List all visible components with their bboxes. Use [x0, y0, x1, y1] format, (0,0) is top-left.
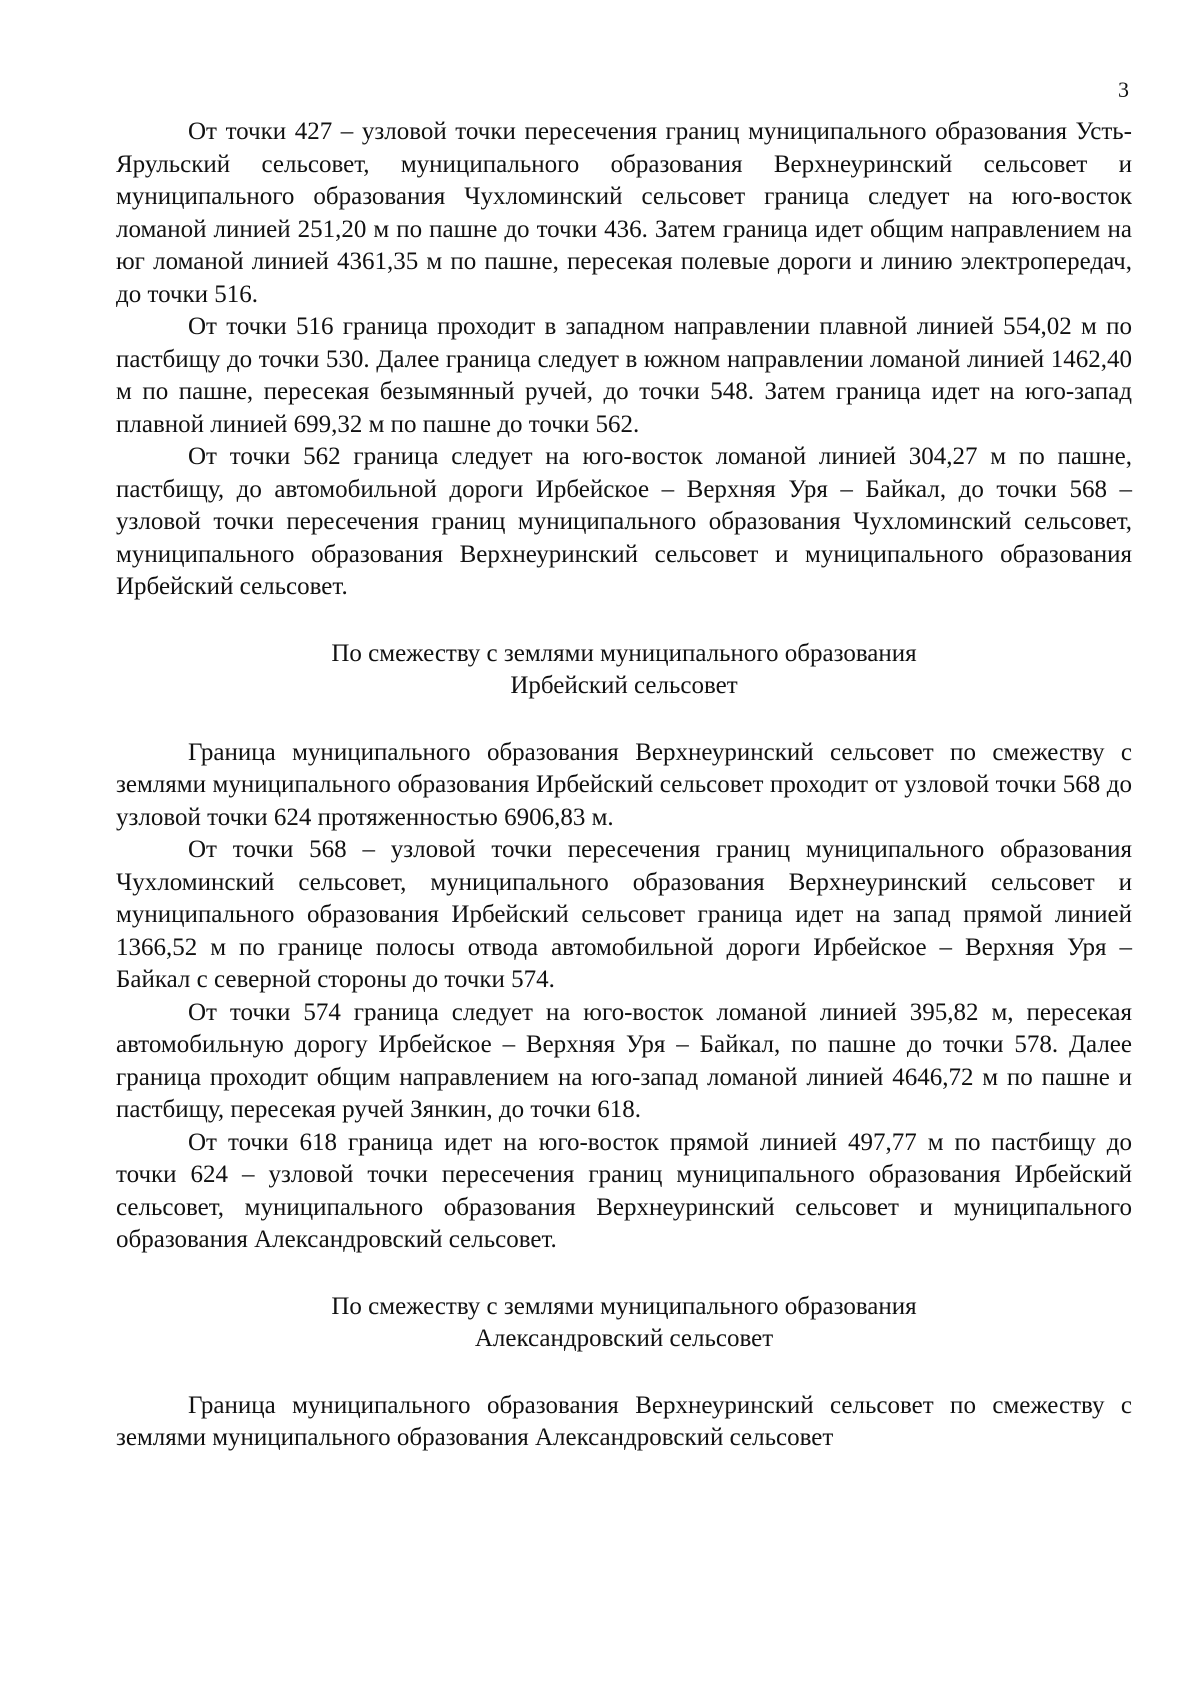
document-body — [116, 116, 1132, 1455]
section-heading — [116, 1291, 1132, 1356]
paragraph: От точки 574 граница следует на юго-восток ломаной линией 395,82 м, пересекая автомобильную дорогу Ирбейское – Верхняя Уря – Байкал, по пашне до точки 578. Далее граница проходит общим направлением на юго-запад ломаной линией 4646,72 м по пашне и пастбищу, пересекая ручей Зянкин, до точки 618. — [116, 998, 1132, 1123]
section-heading-line: Ирбейский сельсовет — [510, 672, 738, 699]
paragraph: От точки 568 – узловой точки пересечения границ муниципального образования Чухломинский сельсовет, муниципального образования Верхнеуринский сельсовет и муниципального образования Ирбейский сельсовет граница идет на запад прямой линией 1366,52 м по границе полосы отвода автомобильной дороги Ирбейское – Верхняя Уря – Байкал с северной стороны до точки 574. — [116, 836, 1132, 993]
section-heading-line: По смежеству с землями муниципального образования — [331, 1292, 917, 1320]
section-heading — [116, 638, 1132, 703]
section-heading-line: По смежеству с землями муниципального образования — [331, 639, 917, 667]
paragraph: Граница муниципального образования Верхнеуринский сельсовет по смежеству с землями муниципального образования Ирбейский сельсовет проходит от узловой точки 568 до узловой точки 624 протяженностью 6906,83 м. — [116, 738, 1132, 831]
paragraph: От точки 562 граница следует на юго-восток ломаной линией 304,27 м по пашне, пастбищу, до автомобильной дороги Ирбейское – Верхняя Уря – Байкал, до точки 568 – узловой точки пересечения границ муниципального образования Чухломинский сельсовет, муниципального образования Верхнеуринский сельсовет и муниципального образования Ирбейский сельсовет. — [116, 443, 1132, 600]
paragraph: От точки 618 граница идет на юго-восток прямой линией 497,77 м по пастбищу до точки 624 – узловой точки пересечения границ муниципального образования Ирбейский сельсовет, муниципального образования Верхнеуринский сельсовет и муниципального образования Александровский сельсовет. — [116, 1128, 1132, 1253]
paragraph: Граница муниципального образования Верхнеуринский сельсовет по смежеству с землями муниципального образования Александровский сельсовет — [116, 1391, 1132, 1451]
page-number: 3 — [1118, 77, 1129, 102]
paragraph: От точки 427 – узловой точки пересечения границ муниципального образования Усть-Ярульский сельсовет, муниципального образования Верхнеуринский сельсовет и муниципального образования Чухломинский сельсовет граница следует на юго-восток ломаной линией 251,20 м по пашне до точки 436. Затем граница идет общим направлением на юг ломаной линией 4361,35 м по пашне, пересекая полевые дороги и линию электропередач, до точки 516. — [116, 118, 1132, 308]
paragraph: От точки 516 граница проходит в западном направлении плавной линией 554,02 м по пастбищу до точки 530. Далее граница следует в южном направлении ломаной линией 1462,40 м по пашне, пересекая безымянный ручей, до точки 548. Затем граница идет на юго-запад плавной линией 699,32 м по пашне до точки 562. — [116, 313, 1132, 438]
section-heading-line: Александровский сельсовет — [474, 1325, 774, 1352]
